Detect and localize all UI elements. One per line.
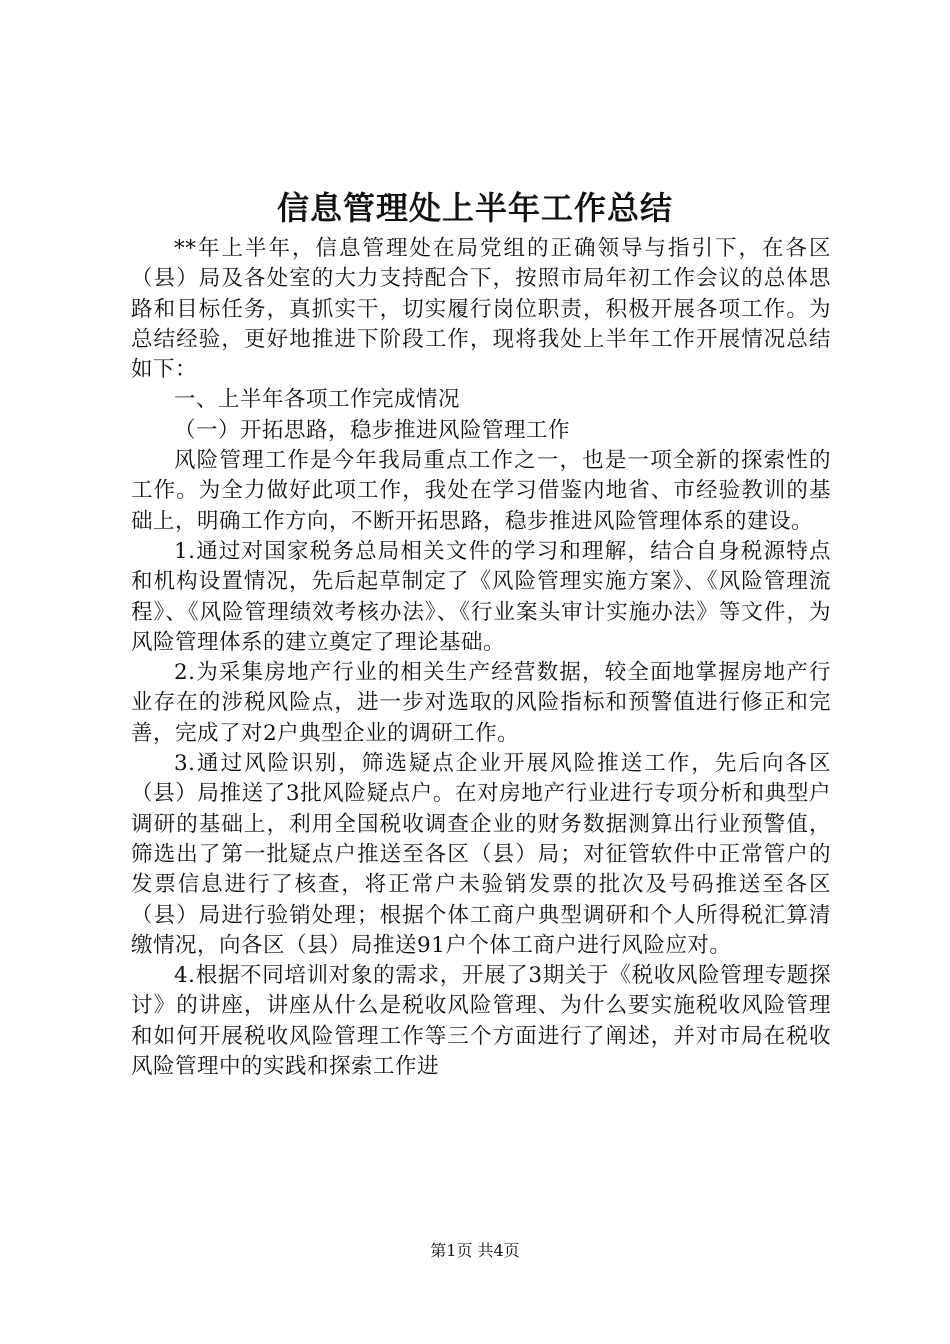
list-item-3: 3.通过风险识别，筛选疑点企业开展风险推送工作，先后向各区（县）局推送了3批风险疑点户。在对房地产行业进行专项分析和典型户调研的基础上，利用全国税收调查企业的财务数据测算出行业预警值，筛选出了第一批疑点户推送至各区（县）局；对征管软件中正常管户的发票信息进行了核查，将正常户未验销发票的批次及号码推送至各区（县）局进行验销处理；根据个体工商户典型调研和个人所得税汇算清缴情况，向各区（县）局推送91户个体工商户进行风险应对。 xyxy=(131,751,831,958)
list-item-1: 1.通过对国家税务总局相关文件的学习和理解，结合自身税源特点和机构设置情况，先后起草制定了《风险管理实施方案》、《风险管理流程》、《风险管理绩效考核办法》、《行业案头审计实施办法》等文件，为风险管理体系的建立奠定了理论基础。 xyxy=(131,538,831,655)
document-body xyxy=(131,234,831,1082)
subsection-heading: （一）开拓思路，稳步推进风险管理工作 xyxy=(174,417,571,443)
page-footer: 第1页 共4页 xyxy=(430,1241,520,1260)
intro-paragraph: **年上半年，信息管理处在局党组的正确领导与指引下，在各区（县）局及各处室的大力支持配合下，按照市局年初工作会议的总体思路和目标任务，真抓实干，切实履行岗位职责，积极开展各项工作。为总结经验，更好地推进下阶段工作，现将我处上半年工作开展情况总结如下： xyxy=(131,236,831,383)
section-heading: 一、上半年各项工作完成情况 xyxy=(174,387,461,413)
list-item-2: 2.为采集房地产行业的相关生产经营数据，较全面地掌握房地产行业存在的涉税风险点，进一步对选取的风险指标和预警值进行修正和完善，完成了对2户典型企业的调研工作。 xyxy=(131,660,831,746)
document-title: 信息管理处上半年工作总结 xyxy=(276,189,673,227)
body-paragraph: 风险管理工作是今年我局重点工作之一，也是一项全新的探索性的工作。为全力做好此项工作，我处在学习借鉴内地省、市经验教训的基础上，明确工作方向，不断开拓思路，稳步推进风险管理体系的建设。 xyxy=(131,448,831,534)
list-item-4: 4.根据不同培训对象的需求，开展了3期关于《税收风险管理专题探讨》的讲座，讲座从什么是税收风险管理、为什么要实施税收风险管理和如何开展税收风险管理工作等三个方面进行了阐述，并对市局在税收风险管理中的实践和探索工作进 xyxy=(131,963,831,1080)
